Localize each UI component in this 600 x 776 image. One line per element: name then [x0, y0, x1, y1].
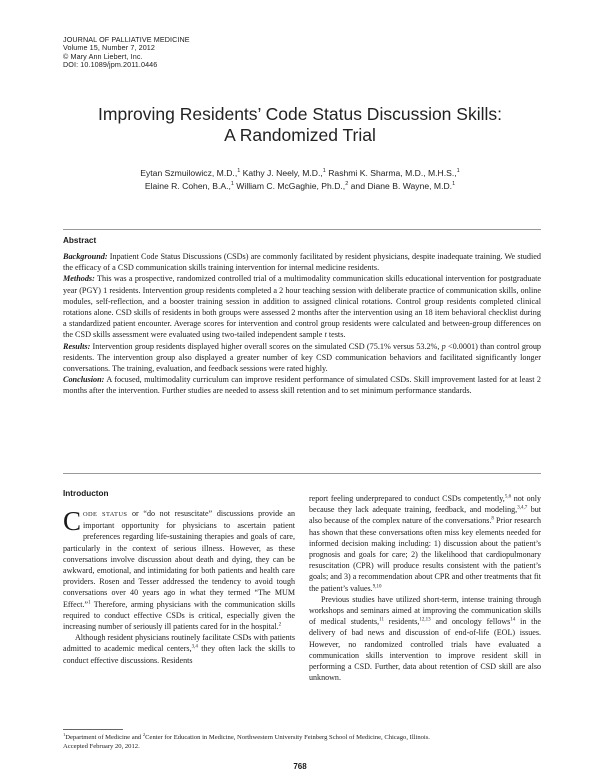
intro-paragraph-1: CODE STATUS or “do not resuscitate” discussions provide an important opportunity for physicians to ascertain patient preferences regarding life-sustaining therapies and goals of care, particularly in the context of serious illness. However, as these conversations involve discussion about death and dying, they can be awkward, emotional, and intimidating for both patients and health care providers. Rosen and Tesser addressed the tendency to avoid tough conversations over 40 years ago in what they termed “The MUM Effect.”$^1$ Therefore, arming physicians with the communication skills required to conduct effective CSDs is critical, especially given the increasing number of seriously ill patients cared for in the hospital.$^2$ [63, 506, 296, 632]
affiliation-mark: 1 [237, 168, 241, 174]
author-name: Eytan Szmuilowicz, M.D., [140, 168, 238, 178]
introduction-heading: Introducton [63, 489, 109, 498]
affiliation-mark: 1 [452, 181, 456, 188]
citation: 1 [88, 600, 91, 606]
affiliation-footnote: $^1$Department of Medicine and $^2$Center for Education in Medicine, Northwestern University Feinberg School of Medicine, Chicago, Illinois. Accepted February 20, 2012. [63, 733, 541, 751]
citation: 11 [379, 617, 384, 623]
abstract-background: Background: Inpatient Code Status Discussions (CSDs) are commonly facilitated by resident physicians, despite inadequate training. We studied the efficacy of a CSD communication skills training intervention for internal medicine residents. [63, 252, 541, 273]
abstract-methods: Methods: This was a prospective, randomized controlled trial of a multimodality communication skills educational intervention for postgraduate year (PGY) 1 residents. Intervention group residents completed a 2 hour teaching session with deliberate practice of communication skills, online modules, self-reflection, and a booster training session in addition to assigned clinical rotations. Control group residents completed clinical rotations alone. CSD skills of residents in both groups were assessed 2 months after the intervention using an 18 item behavioral checklist during a standardized patient encounter. Average scores for intervention and control group residents were calculated and between-group differences on the CSD skills assessment were evaluated using two-tailed independent sample t tests. [63, 274, 541, 340]
journal-volume: Volume 15, Number 7, 2012 [63, 43, 155, 53]
citation: 14 [510, 617, 516, 623]
citation: 8 [491, 516, 494, 522]
title-line-1: Improving Residents’ Code Status Discussion Skills: [98, 104, 502, 124]
abstract-heading: Abstract [63, 236, 97, 245]
abstract-conclusion: Conclusion: A focused, multimodality curriculum can improve resident performance of simulated CSDs. Skill improvement lasted for at least 2 months after the intervention. Further studies are needed to assess skill retention and to set minimum performance standards. [63, 375, 541, 396]
journal-name: JOURNAL OF PALLIATIVE MEDICINE [63, 35, 190, 44]
citation: 9,10 [372, 584, 382, 590]
intro-paragraph-2-cont: report feeling underprepared to conduct CSDs competently,$^{5,6}$ not only because they lack adequate training, feedback, and modeling,$^{3,4,7}$ but also because of the complex nature of the conversations.$^8$ Prior research has shown that these conversations often miss key elements needed for informed decision making including: 1) discussion about the patient’s prognosis and goals for care; 2) the likelihood that cardiopulmonary resuscitation (CPR) will produce results consistent with the patient’s goals; and 3) a recommendation about CPR and other treatments that fit the patient’s values.$^{9,10}$ [309, 494, 542, 593]
abstract-results: Results: Intervention group residents displayed higher overall scores on the simulated CSD (75.1% versus 53.2%, p <0.0001) than control group residents. The intervention group also displayed a greater number of key CSD communication behaviors and facilitated significantly longer conversations. The training, evaluation, and feedback sessions were rated highly. [63, 341, 542, 374]
intro-paragraph-2: Although resident physicians routinely facilitate CSDs with patients admitted to academic medical centers,$^{3,4}$ they often lack the skills to conduct effective discussions. Residents [63, 633, 296, 665]
affiliation-mark: 1 [322, 168, 326, 174]
accepted-date: Accepted February 20, 2012. [63, 743, 140, 750]
affiliation-mark: 1 [230, 181, 234, 188]
journal-copyright: © Mary Ann Liebert, Inc. [63, 51, 143, 61]
author-name: Kathy J. Neely, M.D., [242, 168, 323, 178]
citation: 12,13 [419, 617, 431, 623]
column-left [63, 508, 295, 666]
journal-doi[interactable]: DOI: 10.1089/jpm.2011.0446 [63, 60, 158, 70]
methods-label: Methods: [63, 274, 95, 284]
affiliation-mark: 1 [456, 168, 460, 174]
author-name: and Diane B. Wayne, M.D. [350, 181, 453, 192]
column-right [309, 493, 541, 683]
affiliation-mark: 2 [345, 181, 349, 188]
author-name: Elaine R. Cohen, B.A., [144, 181, 231, 192]
author-name: Rashmi K. Sharma, M.D., M.H.S., [328, 168, 457, 178]
citation: 2 [278, 622, 282, 628]
abstract-top-rule [63, 229, 541, 230]
abstract-bottom-rule [63, 473, 541, 474]
page-number: 768 [293, 762, 307, 771]
title-line-2: A Randomized Trial [224, 125, 376, 145]
author-name: William C. McGaghie, Ph.D., [236, 181, 346, 192]
citation: 5,6 [504, 494, 512, 500]
drop-cap: C [63, 506, 82, 536]
citation: 3,4,7 [517, 505, 528, 511]
intro-paragraph-3: Previous studies have utilized short-term, intense training through workshops and seminars aimed at improving the communication skills of medical students,$^{11}$ residents,$^{12,13}$ and oncology fellows$^{14}$ in the delivery of bad news and discussion of end-of-life (EOL) issues. However, no randomized controlled trials have evaluated a communication skills intervention to improve resident skill in performing a CSD. Further, data about retention of CSD skill are also unknown. [309, 594, 541, 683]
results-label: Results: [63, 341, 91, 351]
citation: 3,4 [191, 644, 198, 650]
abstract-body [63, 251, 541, 397]
paper-title [40, 104, 560, 146]
footnote-rule [63, 729, 123, 730]
conclusion-label: Conclusion: [63, 375, 105, 385]
author-list [40, 167, 560, 193]
background-label: Background: [63, 252, 108, 261]
journal-header [63, 36, 190, 70]
